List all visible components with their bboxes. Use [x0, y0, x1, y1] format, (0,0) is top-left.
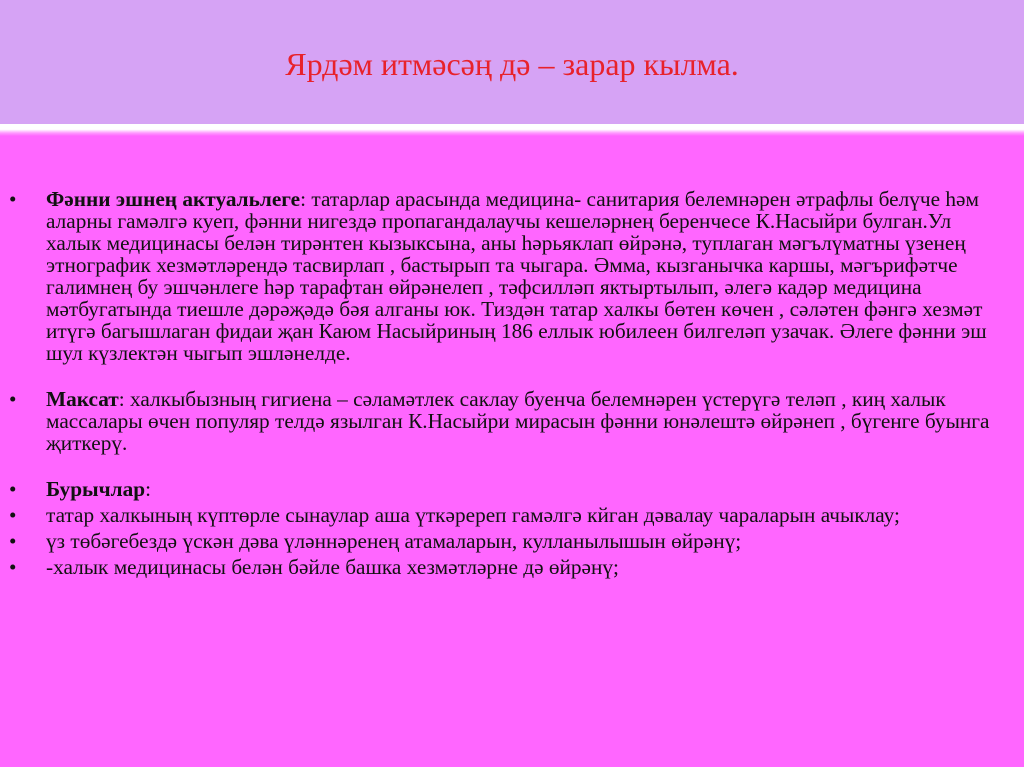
item-label: Фәнни эшнең актуальлеге: [46, 187, 301, 211]
bullet-item-tasks: [0, 478, 1024, 500]
bullet-icon: •: [9, 555, 17, 579]
title-area: [0, 0, 1024, 124]
item-text: : татарлар арасында медицина- санитария белемнәрен әтрафлы белүче һәм аларны гамәлгә куеп, фәнни нигездә пропагандалаучы кешеләрнең беренчесе К.Насыйри булган.Ул халык медицинасы белән тирәнтен кызыксына, аны һәрьяклап өйрәнә, туплаган мәгълүматны үзенең этнографик хезмәтләрендә тасвирлап , бастырып та чыгара. Әмма, кызганычка каршы, мәгърифәтче галимнең бу эшчәнлеге һәр тарафтан өйрәнелеп , тәфсилләп яктыртылып, әлегә кадәр медицина мәтбугатында тиешле дәрәҗәдә бәя алганы юк. Тиздән татар халкы бөтен көчен , сәләтен фәнгә хезмәт итүгә багышлаган фидаи җан Каюм Насыйриның 186 еллык юбилеен билгеләп узачак. Әлеге фәнни эш шул күзлектән чыгып эшләнелде.: [46, 187, 987, 365]
bullet-item-relevance: [0, 188, 1024, 364]
item-label: Максат: [46, 387, 119, 411]
divider-band: [0, 124, 1024, 136]
bullet-icon: •: [9, 477, 17, 501]
item-text: :: [145, 477, 152, 501]
bullet-icon: •: [9, 529, 17, 553]
slide-content: [0, 188, 1024, 578]
bullet-item-goal: [0, 388, 1024, 454]
bullet-icon: •: [9, 387, 17, 411]
task-item: [0, 530, 1024, 552]
item-text: татар халкының күптөрле сынаулар аша үткәререп гамәлгә кйган дәвалау чараларын ачыклау;: [46, 503, 900, 527]
item-text: -халык медицинасы белән бәйле башка хезмәтләрне дә өйрәнү;: [46, 555, 619, 579]
slide-title: Ярдәм итмәсәң дә – зарар кылма.: [285, 46, 739, 82]
item-text: : халкыбызның гигиена – сәламәтлек саклау буенча белемнәрен үстерүгә теләп , киң халык массалары өчен популяр телдә язылган К.Насыйри мирасын фәнни юнәлештә өйрәнеп , бүгенге буынга җиткерү.: [46, 387, 990, 455]
item-text: үз төбәгебездә үскән дәва үләннәренең атамаларын, кулланылышын өйрәнү;: [46, 529, 742, 553]
task-item: [0, 504, 1024, 526]
task-item: [0, 556, 1024, 578]
bullet-icon: •: [9, 187, 17, 211]
item-label: Бурычлар: [46, 477, 146, 501]
bullet-icon: •: [9, 503, 17, 527]
